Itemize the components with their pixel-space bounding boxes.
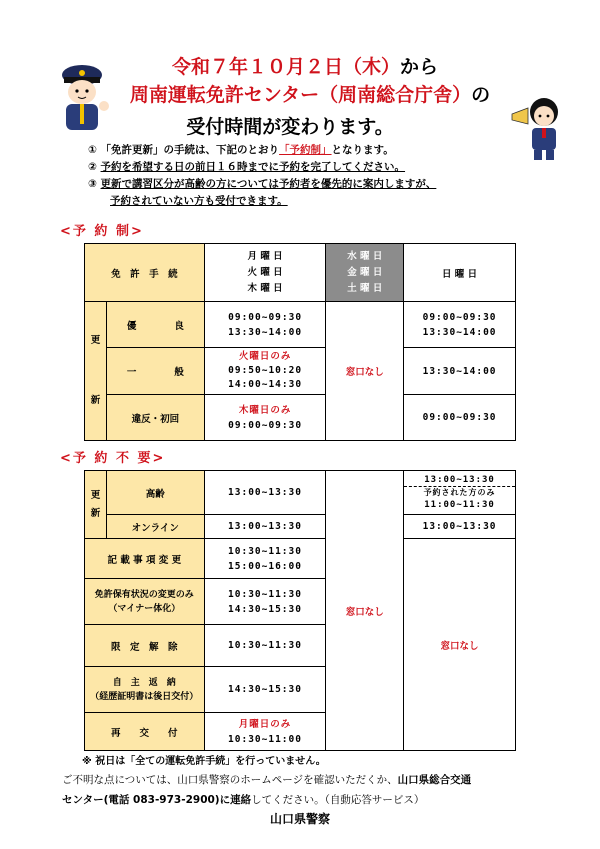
row-name-general: 一 般 [106, 348, 204, 395]
title-place: 周南運転免許センター（周南総合庁舎） [129, 84, 472, 106]
title-line-2 [110, 80, 510, 107]
title-particle: の [471, 84, 491, 106]
row-name-voluntary-return [85, 667, 205, 713]
row-name-reissue: 再 交 付 [85, 713, 205, 751]
contact-text: ご不明な点については、山口県警察のホームページを確認いただくか、 [62, 774, 398, 786]
header-day: 木 曜 日 [247, 282, 283, 294]
reserved-only-note: 予約された方のみ [404, 486, 515, 499]
day-note: 木曜日のみ [238, 404, 292, 416]
note-text: 「免許更新」の手続は、下記のとおり [100, 144, 280, 156]
holiday-note: ※ 祝日は「全ての運転免許手続」を行っていません。 [82, 756, 326, 767]
sunday-violation: 09:00~09:30 [404, 395, 516, 441]
renewal-label-2 [85, 471, 107, 539]
reservation-table [84, 243, 516, 441]
note-text: 更新で講習区分が高齢の方については予約者を優先的に案内しますが、 [100, 178, 437, 190]
note-3 [88, 176, 528, 193]
row-name-limit-release: 限 定 解 除 [85, 625, 205, 667]
title-date: 令和７年１０月２日（木） [171, 56, 400, 78]
day-note: 火曜日のみ [238, 351, 292, 362]
day-note: 月曜日のみ [238, 718, 292, 730]
row-name-license-status [85, 579, 205, 625]
row-sublabel: （経歴証明書は後日交付） [90, 691, 199, 702]
times-reissue [204, 713, 326, 751]
time-slot: 13:30~14:00 [228, 326, 303, 338]
section-reservation-heading: <予 約 制> [60, 224, 144, 239]
time-slot: 13:30~14:00 [422, 326, 497, 338]
times-license-status [204, 579, 326, 625]
header-procedure: 免 許 手 続 [85, 244, 205, 302]
sunday-general: 13:30~14:00 [404, 348, 516, 395]
row-name-violation: 違反・初回 [106, 395, 204, 441]
header-day: 土 曜 日 [347, 282, 383, 294]
renewal-label-top: 更 [90, 335, 101, 346]
contact-center-name: 山口県総合交通 [397, 774, 472, 786]
row-name-elderly: 高齢 [106, 471, 204, 515]
time-slot: 09:00~09:30 [228, 311, 303, 323]
row-name-record-change: 記 載 事 項 変 更 [85, 539, 205, 579]
times-elderly: 13:00~13:30 [204, 471, 326, 515]
sunday-closed: 窓口なし [404, 539, 516, 751]
note-number: ② [88, 161, 97, 173]
time-slot: 14:30~15:30 [228, 603, 302, 615]
contact-text: してください。（自動応答サービス） [251, 794, 425, 806]
sunday-elderly [404, 471, 516, 515]
header-day: 金 曜 日 [347, 266, 383, 278]
police-officer-illustration [52, 60, 112, 132]
header-day: 水 曜 日 [347, 250, 383, 262]
title-from: から [400, 56, 439, 78]
time-slot: 09:50~10:20 [228, 365, 303, 376]
title-line-1 [110, 52, 500, 79]
renewal-label-bottom: 新 [90, 507, 101, 519]
note-1 [88, 142, 528, 159]
row-name-online: オンライン [106, 515, 204, 539]
contact-line-2 [62, 792, 424, 807]
closed-cell: 窓口なし [326, 302, 404, 441]
row-sublabel: （マイナー体化） [108, 603, 181, 614]
note-highlight: 「予約制」 [279, 144, 332, 156]
note-2 [88, 159, 528, 176]
contact-line-1 [62, 772, 471, 787]
time-slot: 13:00~13:30 [424, 475, 495, 485]
header-mon-tue-thu [204, 244, 326, 302]
header-wed-fri-sat [326, 244, 404, 302]
renewal-label-bottom: 新 [90, 395, 101, 406]
contact-phone: センター(電話 083-973-2900)に連絡 [62, 794, 252, 806]
time-slot: 11:00~11:30 [424, 500, 495, 510]
sunday-excellent [404, 302, 516, 348]
note-text: となります。 [331, 144, 394, 156]
note-text: 予約されていない方も受付できます。 [110, 195, 288, 207]
note-number: ① [88, 144, 97, 156]
row-label: 自 主 返 納 [112, 677, 176, 688]
time-slot: 10:30~11:30 [228, 588, 302, 600]
no-reservation-table [84, 470, 516, 751]
sunday-online: 13:00~13:30 [404, 515, 516, 539]
times-violation [204, 395, 326, 441]
times-online: 13:00~13:30 [204, 515, 326, 539]
time-slot: 09:00~09:30 [228, 419, 303, 431]
times-general [204, 348, 326, 395]
row-name-excellent: 優 良 [106, 302, 204, 348]
time-slot: 10:30~11:00 [228, 733, 302, 745]
time-slot: 15:00~16:00 [228, 560, 302, 572]
title-line-3: 受付時間が変わります。 [186, 116, 394, 138]
renewal-label [85, 302, 107, 441]
row-label: 免許保有状況の変更のみ [94, 589, 194, 600]
times-excellent [204, 302, 326, 348]
notes [88, 142, 528, 210]
note-number: ③ [88, 178, 97, 190]
note-text: 予約を希望する日の前日１６時までに予約を完了してください。 [100, 161, 406, 173]
closed-cell-2: 窓口なし [326, 471, 404, 751]
time-slot: 14:00~14:30 [228, 379, 303, 390]
times-voluntary-return: 14:30~15:30 [204, 667, 326, 713]
header-day: 月 曜 日 [247, 250, 283, 262]
note-4 [88, 193, 528, 210]
time-slot: 09:00~09:30 [422, 311, 497, 323]
organization-name: 山口県警察 [269, 812, 330, 826]
header-day: 火 曜 日 [247, 266, 283, 278]
renewal-label-top: 更 [90, 489, 101, 501]
section-no-reservation-heading: <予 約 不 要> [60, 451, 166, 466]
times-record-change [204, 539, 326, 579]
time-slot: 10:30~11:30 [228, 545, 302, 557]
header-sunday: 日 曜 日 [404, 244, 516, 302]
times-limit-release: 10:30~11:30 [204, 625, 326, 667]
